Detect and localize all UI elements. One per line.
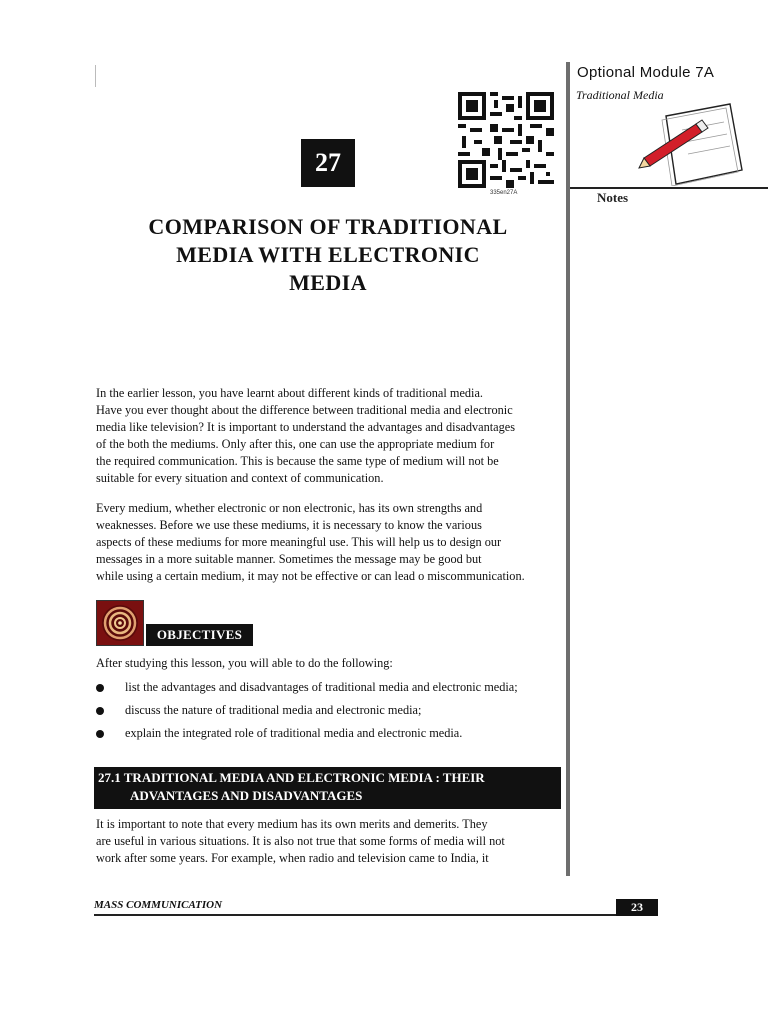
bullet-icon xyxy=(96,730,104,738)
footer-rule xyxy=(94,914,654,916)
qr-code-label: 335en27A xyxy=(490,190,518,196)
page-number: 23 xyxy=(616,899,658,916)
text-line: work after some years. For example, when radio and television came to India, it xyxy=(96,851,489,865)
text-line: while using a certain medium, it may not be effective or can lead o miscommunication. xyxy=(96,569,525,583)
chapter-title-line: MEDIA WITH ELECTRONIC xyxy=(176,242,480,267)
text-line: Every medium, whether electronic or non electronic, has its own strengths and xyxy=(96,501,483,515)
chapter-title-line: MEDIA xyxy=(289,270,367,295)
bullet-icon xyxy=(96,684,104,692)
notes-rule xyxy=(570,187,768,189)
section-heading xyxy=(94,767,561,809)
chapter-number: 27 xyxy=(301,139,355,187)
notes-label: Notes xyxy=(597,190,629,205)
text-line: media like television? It is important to understand the advantages and disadvantages xyxy=(96,420,516,434)
qr-code xyxy=(458,92,554,188)
chapter-title-line: COMPARISON OF TRADITIONAL xyxy=(148,214,508,239)
objectives-intro: After studying this lesson, you will able to do the following: xyxy=(96,656,393,670)
text-line: suitable for every situation and context of communication. xyxy=(96,471,384,485)
chapter-title xyxy=(96,213,560,297)
text-line: the required communication. This is because the same type of medium will not be xyxy=(96,454,499,468)
bullet-icon xyxy=(96,707,104,715)
objective-text: discuss the nature of traditional media and electronic media; xyxy=(125,703,422,717)
section-heading-line: 27.1 TRADITIONAL MEDIA AND ELECTRONIC MEDIA : THEIR xyxy=(98,770,485,785)
sidebar-rule xyxy=(566,62,570,876)
objectives-label: OBJECTIVES xyxy=(146,624,253,646)
text-line: weaknesses. Before we use these mediums, it is necessary to know the various xyxy=(96,518,482,532)
section-paragraph xyxy=(96,816,560,867)
intro-paragraph-1 xyxy=(96,385,560,487)
objective-text: list the advantages and disadvantages of traditional media and electronic media; xyxy=(125,680,518,694)
text-line: It is important to note that every medium has its own merits and demerits. They xyxy=(96,817,488,831)
text-line: aspects of these mediums for more meaningful use. This will help us to design our xyxy=(96,535,502,549)
section-heading-line: ADVANTAGES AND DISADVANTAGES xyxy=(130,788,363,803)
pencil-paper-icon xyxy=(638,100,744,186)
text-line: In the earlier lesson, you have learnt about different kinds of traditional media. xyxy=(96,386,483,400)
objectives-icon xyxy=(96,600,144,646)
objective-text: explain the integrated role of traditional media and electronic media. xyxy=(125,726,463,740)
module-subtitle: Traditional Media xyxy=(576,88,664,102)
text-line: messages in a more suitable manner. Sometimes the message may be good but xyxy=(96,552,482,566)
footer-label: MASS COMMUNICATION xyxy=(94,899,223,911)
text-line: Have you ever thought about the difference between traditional media and electronic xyxy=(96,403,513,417)
module-title: Optional Module 7A xyxy=(577,64,715,81)
intro-paragraph-2 xyxy=(96,500,560,585)
text-line: are useful in various situations. It is also not true that some forms of media will not xyxy=(96,834,505,848)
margin-mark xyxy=(95,65,96,87)
text-line: of the both the mediums. Only after this, one can use the appropriate medium for xyxy=(96,437,495,451)
